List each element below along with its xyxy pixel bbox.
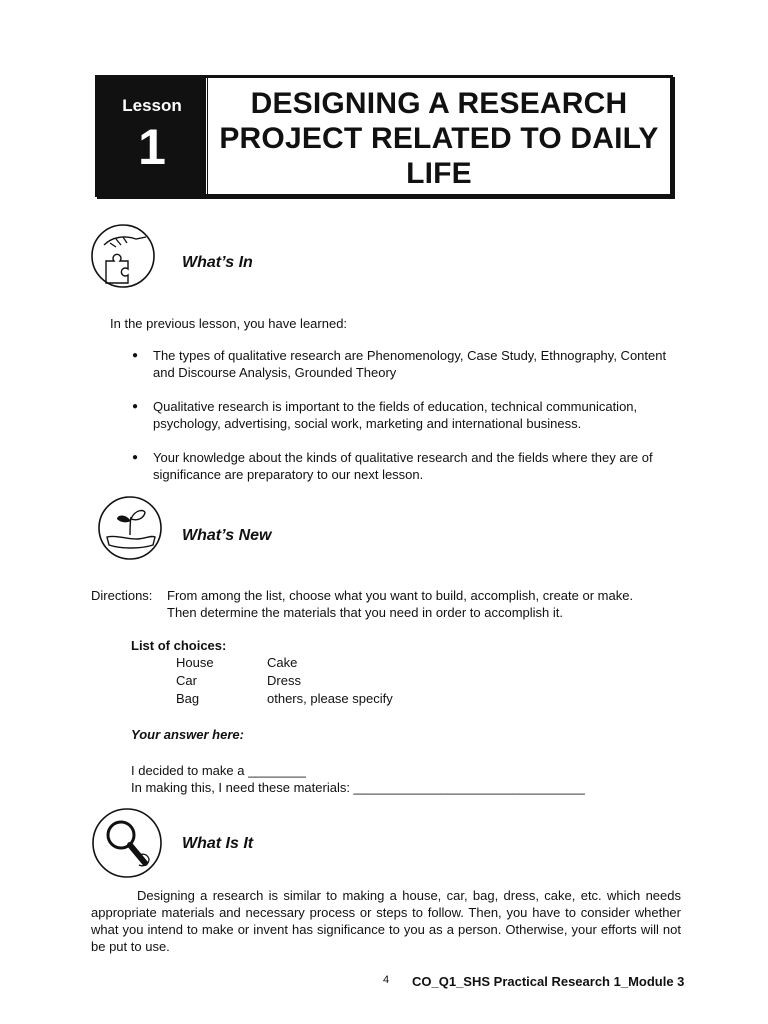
directions-label: Directions:: [91, 588, 153, 603]
list-item: ● The types of qualitative research are Phenomenology, Case Study, Ethnography, Content and Discourse Analysis, Grounded Theory: [132, 347, 682, 381]
whats-in-intro: In the previous lesson, you have learned:: [110, 316, 348, 331]
lesson-number: 1: [138, 119, 166, 175]
puzzle-hand-icon: [90, 223, 156, 289]
answer-line-1: I decided to make a ________: [131, 763, 306, 778]
what-is-it-heading: What Is It: [182, 835, 254, 852]
choice-cell: Car: [176, 673, 197, 688]
lesson-badge: [98, 78, 209, 194]
choices-table: [176, 654, 393, 708]
choice-cell: others, please specify: [267, 691, 393, 706]
list-of-choices-title: List of choices:: [131, 638, 227, 653]
choice-cell: Bag: [176, 691, 200, 706]
answer-title: Your answer here:: [131, 727, 244, 742]
choice-cell: Dress: [267, 673, 301, 688]
what-is-it-paragraph: Designing a research is similar to making a house, car, bag, dress, cake, etc. which needs appropriate materials and necessary process or steps to follow. Then, you have to consider whether what you intend to make or invent has significance to you as a person. Otherwise, your efforts will not be put to use.: [91, 888, 681, 954]
module-code: CO_Q1_SHS Practical Research 1_Module 3: [412, 974, 685, 989]
magnifier-icon: [91, 807, 163, 879]
answer-line-2: In making this, I need these materials: ________________________________: [131, 780, 585, 795]
directions-line-1: From among the list, choose what you want to build, accomplish, create or make.: [167, 588, 634, 603]
lesson-title: DESIGNING A RESEARCH PROJECT RELATED TO DAILY LIFE: [219, 87, 659, 190]
list-item: ● Your knowledge about the kinds of qualitative research and the fields where they are of significance are preparatory to our next lesson.: [132, 449, 682, 483]
lesson-label: Lesson: [122, 96, 182, 115]
choice-cell: House: [176, 655, 214, 670]
list-item: ● Qualitative research is important to the fields of education, technical communication, psychology, advertising, social work, marketing and international business.: [132, 398, 682, 432]
directions-line-2: Then determine the materials that you need in order to accomplish it.: [167, 605, 563, 620]
page-number: 4: [383, 974, 390, 986]
seedling-hands-icon: [97, 495, 163, 561]
table-row: [176, 672, 393, 690]
lesson-header: [95, 75, 673, 197]
choice-cell: Cake: [267, 655, 298, 670]
whats-in-heading: What’s In: [182, 254, 253, 271]
whats-in-list: [132, 347, 682, 500]
table-row: [176, 654, 393, 672]
whats-new-heading: What’s New: [182, 527, 272, 544]
table-row: [176, 690, 393, 708]
